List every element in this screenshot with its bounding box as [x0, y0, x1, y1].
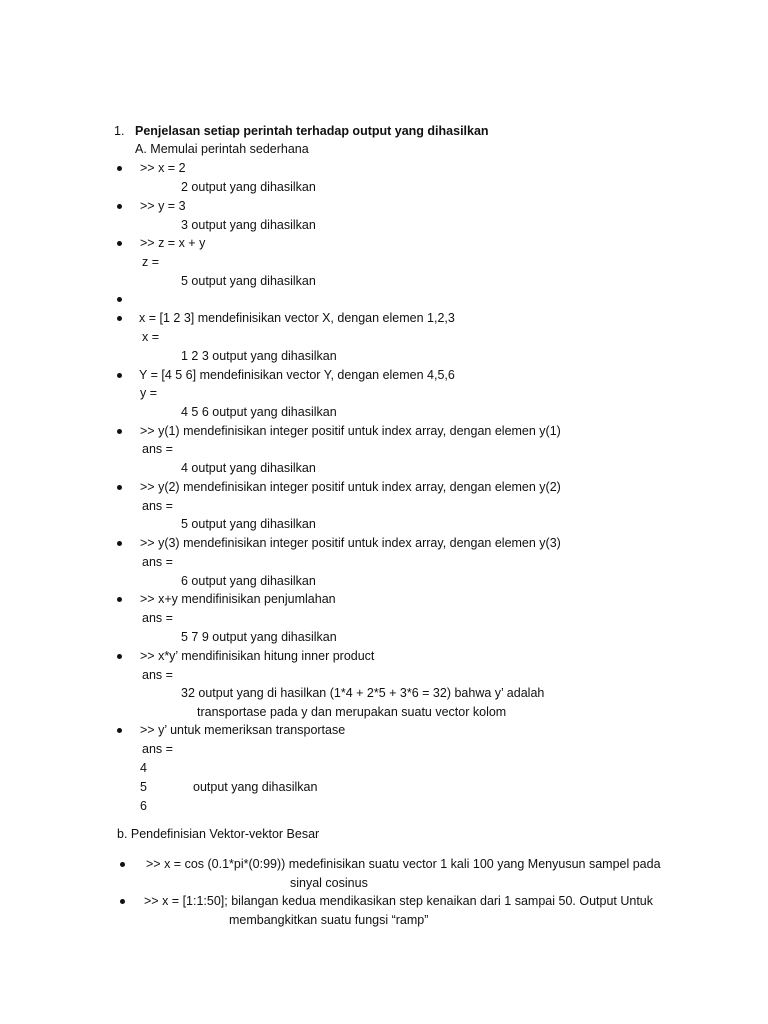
vector-element: 4: [140, 761, 147, 775]
bullet: [117, 241, 122, 246]
bullet: [117, 485, 122, 490]
command-line: >> y(1) mendefinisikan integer positif untuk index array, dengan elemen y(1): [140, 424, 561, 438]
output-line: 2 output yang dihasilkan: [181, 180, 316, 194]
result-label: ans =: [142, 668, 173, 682]
output-line: 4 output yang dihasilkan: [181, 461, 316, 475]
command-line: >> x = 2: [140, 161, 186, 175]
output-line: 1 2 3 output yang dihasilkan: [181, 349, 337, 363]
result-label: ans =: [142, 499, 173, 513]
bullet: [117, 597, 122, 602]
result-label: x =: [142, 330, 160, 344]
bullet: [120, 899, 125, 904]
bullet: [120, 862, 125, 867]
command-line: >> x = [1:1:50]; bilangan kedua mendikasikan step kenaikan dari 1 sampai 50. Output Untuk: [144, 894, 654, 908]
output-line-continued: transportase pada y dan merupakan suatu vector kolom: [197, 705, 507, 719]
command-line-continued: sinyal cosinus: [290, 876, 368, 890]
output-line: 4 5 6 output yang dihasilkan: [181, 405, 337, 419]
output-line: 32 output yang di hasilkan (1*4 + 2*5 + 3*6 = 32) bahwa y’ adalah: [181, 686, 545, 700]
bullet: [117, 297, 122, 302]
bullet: [117, 541, 122, 546]
bullet: [117, 373, 122, 378]
command-line-continued: membangkitkan suatu fungsi “ramp”: [229, 913, 429, 927]
bullet: [117, 654, 122, 659]
output-line: 5 output yang dihasilkan: [181, 274, 316, 288]
result-label: z =: [142, 255, 160, 269]
command-line: x = [1 2 3] mendefinisikan vector X, dengan elemen 1,2,3: [139, 311, 455, 325]
output-line: 6 output yang dihasilkan: [181, 574, 316, 588]
bullet: [117, 728, 122, 733]
section-b-heading: b. Pendefinisian Vektor-vektor Besar: [117, 827, 320, 841]
bullet: [117, 166, 122, 171]
bullet: [117, 316, 122, 321]
bullet: [117, 429, 122, 434]
output-line: output yang dihasilkan: [193, 780, 318, 794]
bullet: [117, 204, 122, 209]
command-line: >> x+y mendifinisikan penjumlahan: [140, 592, 336, 606]
result-label: y =: [140, 386, 158, 400]
command-line: >> y = 3: [140, 199, 186, 213]
subsection-heading: A. Memulai perintah sederhana: [135, 142, 309, 156]
result-label: ans =: [142, 611, 173, 625]
list-number: 1.: [114, 124, 125, 138]
result-label: ans =: [142, 442, 173, 456]
output-line: 5 7 9 output yang dihasilkan: [181, 630, 337, 644]
vector-element: 5: [140, 780, 147, 794]
command-line: >> x*y’ mendifinisikan hitung inner product: [140, 649, 375, 663]
result-label: ans =: [142, 742, 173, 756]
result-label: ans =: [142, 555, 173, 569]
vector-element: 6: [140, 799, 147, 813]
command-line: Y = [4 5 6] mendefinisikan vector Y, dengan elemen 4,5,6: [139, 368, 455, 382]
command-line: >> z = x + y: [140, 236, 206, 250]
output-line: 3 output yang dihasilkan: [181, 218, 316, 232]
command-line: >> y(3) mendefinisikan integer positif untuk index array, dengan elemen y(3): [140, 536, 561, 550]
output-line: 5 output yang dihasilkan: [181, 517, 316, 531]
command-line: >> y(2) mendefinisikan integer positif untuk index array, dengan elemen y(2): [140, 480, 561, 494]
section-heading: Penjelasan setiap perintah terhadap output yang dihasilkan: [135, 124, 489, 138]
command-line: >> y’ untuk memeriksan transportase: [140, 723, 346, 737]
command-line: >> x = cos (0.1*pi*(0:99)) medefinisikan suatu vector 1 kali 100 yang Menyusun sampel pada: [146, 857, 661, 871]
